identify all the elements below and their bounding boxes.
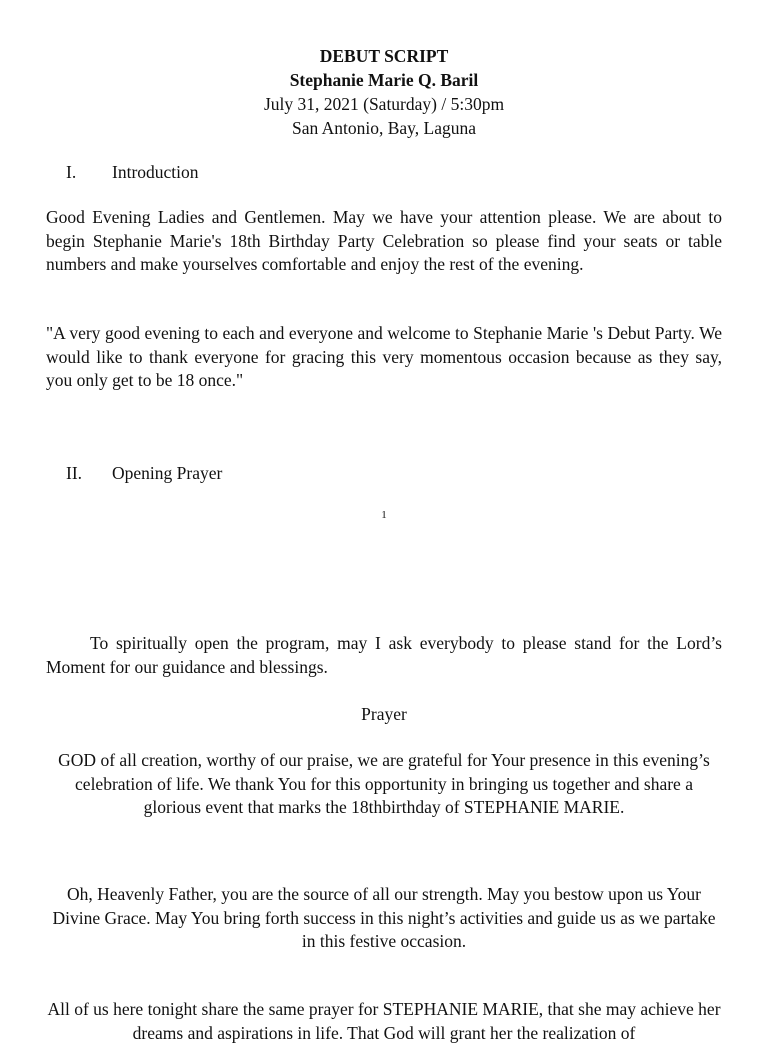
document-title: DEBUT SCRIPT	[319, 46, 449, 66]
section-heading-opening-prayer	[66, 461, 222, 485]
event-date: July 31, 2021 (Saturday) / 5:30pm	[263, 94, 505, 114]
event-venue: San Antonio, Bay, Laguna	[291, 118, 477, 138]
intro-paragraph-1: Good Evening Ladies and Gentlemen. May we have your attention please. We are about to begin Stephanie Marie's 18th Birthday Party Celebration so please find your seats or table numbers and make yourselves comfortable and enjoy the rest of the evening.	[46, 207, 722, 274]
section-label: Opening Prayer	[112, 463, 223, 483]
page-number: 1	[381, 509, 387, 521]
opening-paragraph: To spiritually open the program, may I ask everybody to please stand for the Lord’s Moment for our guidance and blessings.	[46, 633, 722, 677]
section-number: I.	[66, 162, 77, 182]
section-heading-introduction	[66, 160, 199, 184]
prayer-paragraph-1: GOD of all creation, worthy of our praise, we are grateful for Your presence in this evening’s celebration of life. We thank You for this opportunity in bringing us together and share a glorious event that marks the 18thbirthday of STEPHANIE MARIE.	[58, 750, 710, 817]
section-label: Introduction	[112, 162, 199, 182]
prayer-heading: Prayer	[361, 704, 407, 724]
celebrant-name: Stephanie Marie Q. Baril	[289, 70, 479, 90]
prayer-paragraph-3: All of us here tonight share the same prayer for STEPHANIE MARIE, that she may achieve her dreams and aspirations in life. That God will grant her the realization of	[47, 999, 721, 1043]
prayer-paragraph-2: Oh, Heavenly Father, you are the source of all our strength. May you bestow upon us Your Divine Grace. May You bring forth success in this night’s activities and guide us as we partake in this festive occasion.	[52, 884, 716, 951]
intro-paragraph-2: "A very good evening to each and everyone and welcome to Stephanie Marie 's Debut Party. We would like to thank everyone for gracing this very momentous occasion because as they say, you only get to be 18 once."	[46, 323, 722, 390]
title-block	[0, 44, 768, 140]
section-number: II.	[66, 463, 83, 483]
